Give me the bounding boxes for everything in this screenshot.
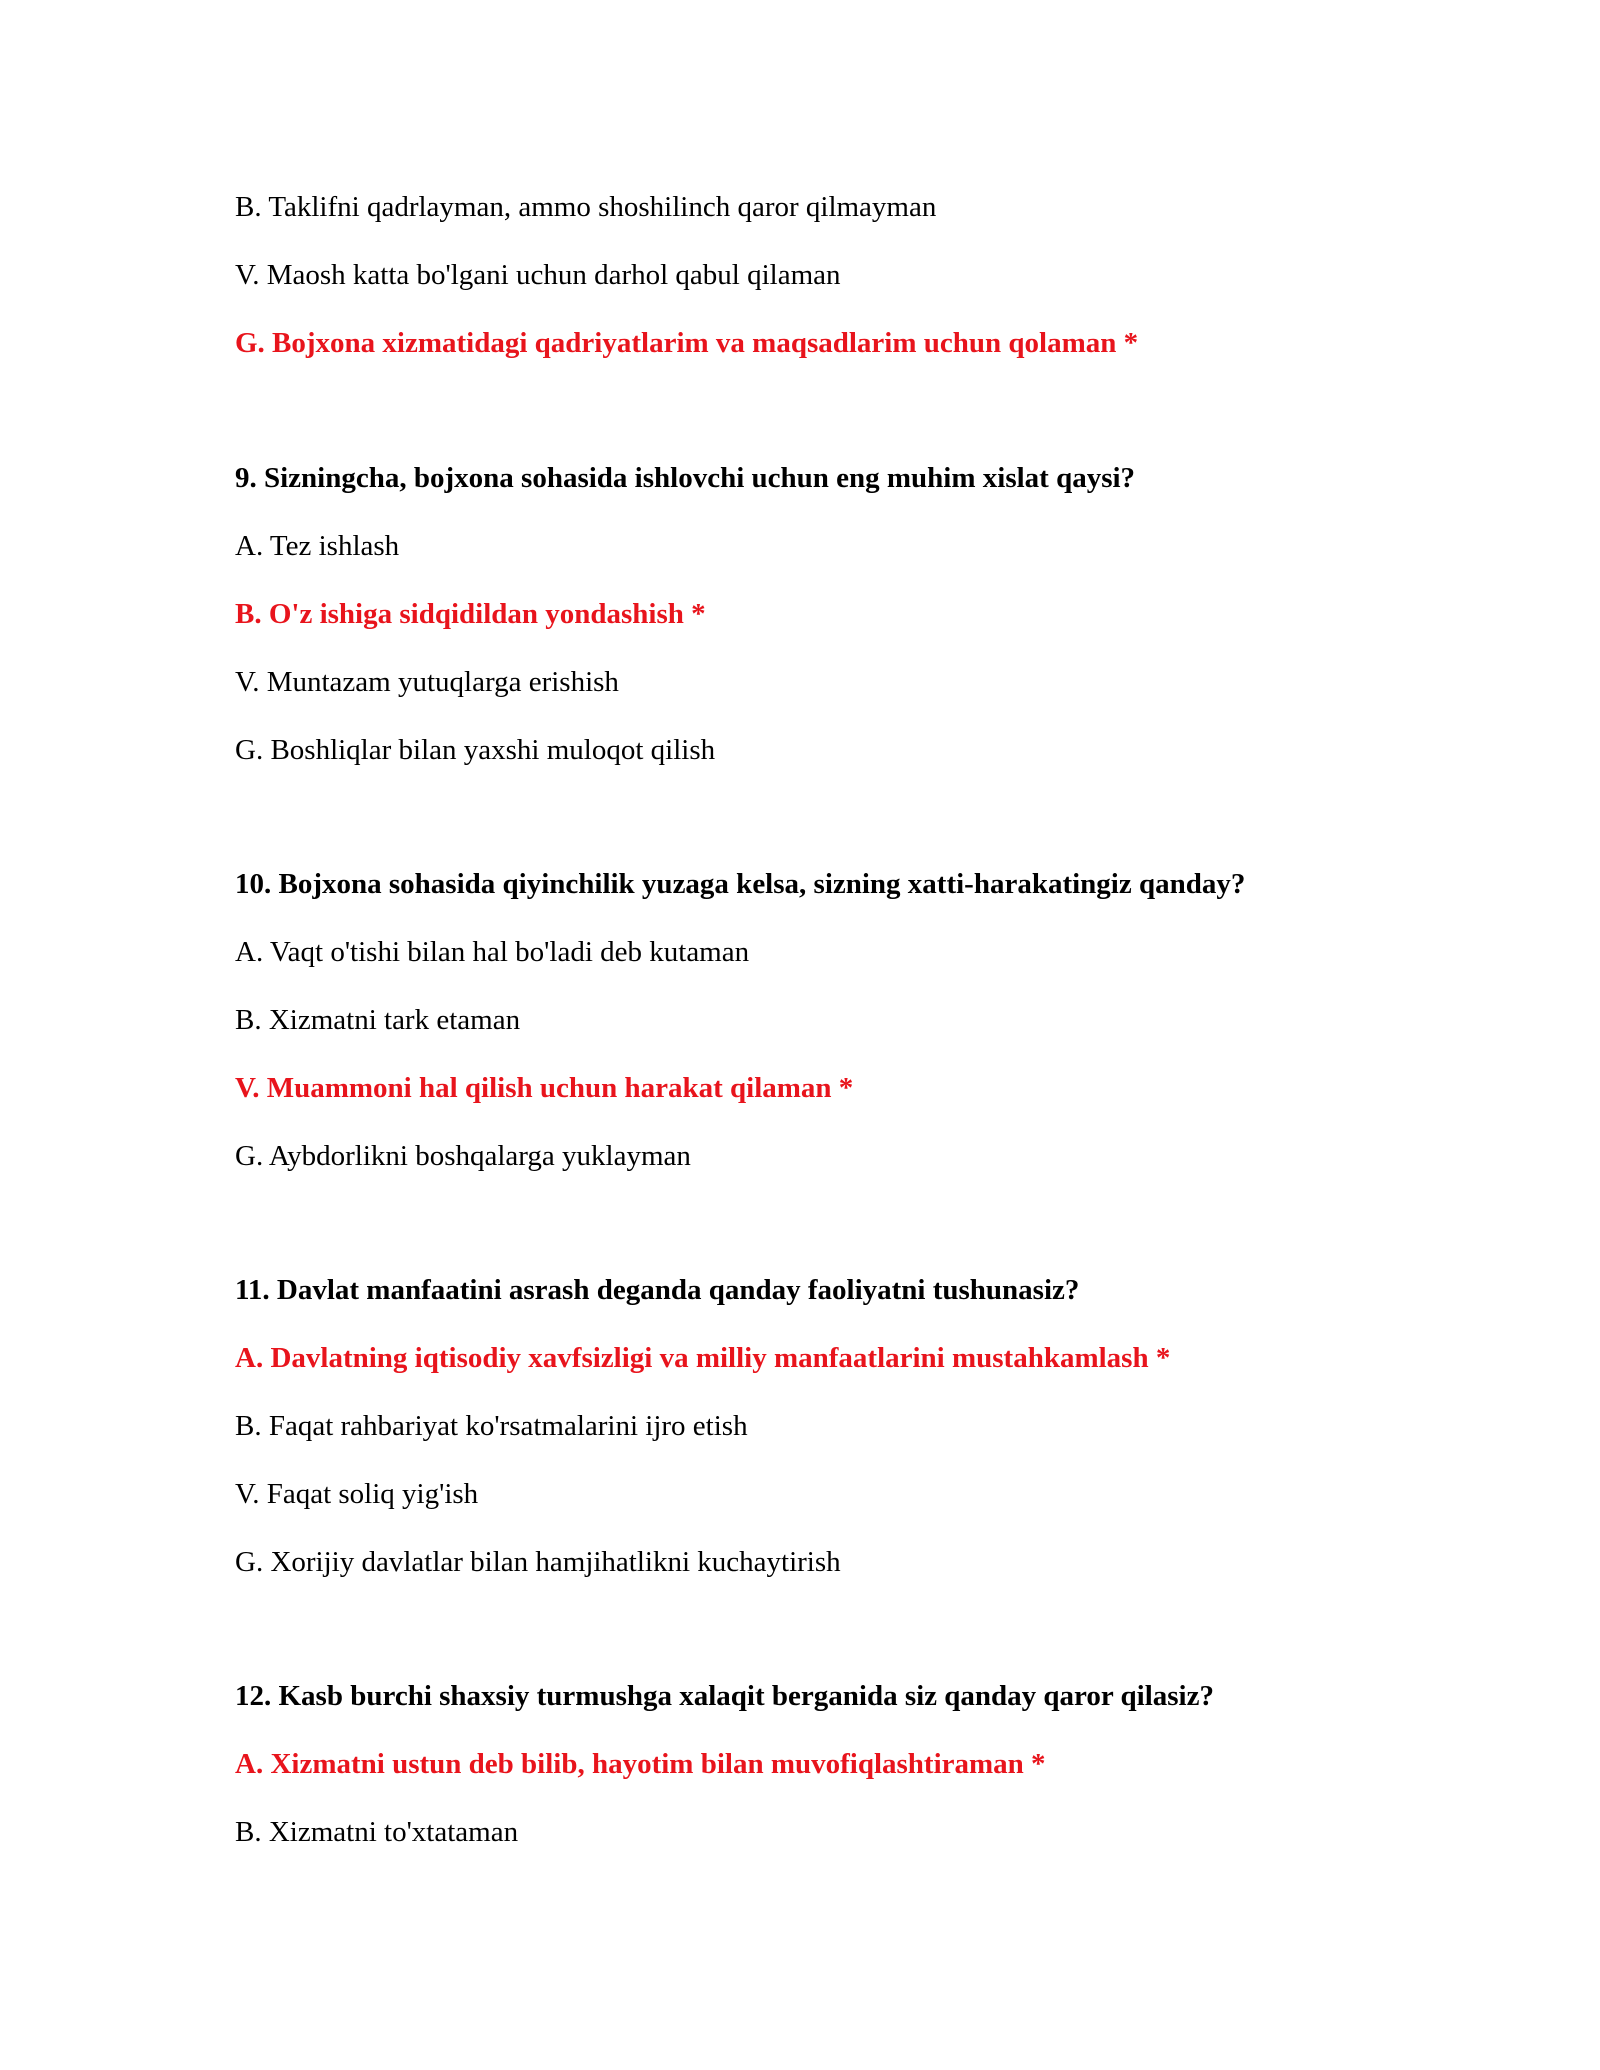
answer-option: A. Vaqt o'tishi bilan hal bo'ladi deb kutaman xyxy=(235,936,750,968)
question-title: 9. Sizningcha, bojxona sohasida ishlovchi uchun eng muhim xislat qaysi? xyxy=(235,462,1136,494)
question-title: 11. Davlat manfaatini asrash deganda qanday faoliyatni tushunasiz? xyxy=(235,1274,1080,1306)
answer-option: B. Xizmatni to'xtataman xyxy=(235,1816,519,1848)
answer-option: A. Tez ishlash xyxy=(235,530,400,562)
answer-option: G. Xorijiy davlatlar bilan hamjihatlikni kuchaytirish xyxy=(235,1546,841,1578)
question-title: 10. Bojxona sohasida qiyinchilik yuzaga kelsa, sizning xatti-harakatingiz qanday? xyxy=(235,868,1246,900)
correct-answer-option: G. Bojxona xizmatidagi qadriyatlarim va maqsadlarim uchun qolaman * xyxy=(235,327,1139,359)
correct-answer-option: A. Xizmatni ustun deb bilib, hayotim bilan muvofiqlashtiraman * xyxy=(235,1748,1046,1780)
answer-option: B. Faqat rahbariyat ko'rsatmalarini ijro etish xyxy=(235,1410,748,1442)
correct-answer-option: B. O'z ishiga sidqidildan yondashish * xyxy=(235,598,706,630)
answer-option: V. Maosh katta bo'lgani uchun darhol qabul qilaman xyxy=(235,259,841,291)
answer-option: B. Taklifni qadrlayman, ammo shoshilinch qaror qilmayman xyxy=(235,191,937,223)
correct-answer-option: V. Muammoni hal qilish uchun harakat qilaman * xyxy=(235,1072,854,1104)
answer-option: V. Muntazam yutuqlarga erishish xyxy=(235,666,619,698)
answer-option: B. Xizmatni tark etaman xyxy=(235,1004,521,1036)
answer-option: V. Faqat soliq yig'ish xyxy=(235,1478,479,1510)
question-title: 12. Kasb burchi shaxsiy turmushga xalaqit berganida siz qanday qaror qilasiz? xyxy=(235,1680,1214,1712)
correct-answer-option: A. Davlatning iqtisodiy xavfsizligi va milliy manfaatlarini mustahkamlash * xyxy=(235,1342,1171,1374)
answer-option: G. Aybdorlikni boshqalarga yuklayman xyxy=(235,1140,691,1172)
answer-option: G. Boshliqlar bilan yaxshi muloqot qilish xyxy=(235,734,716,766)
